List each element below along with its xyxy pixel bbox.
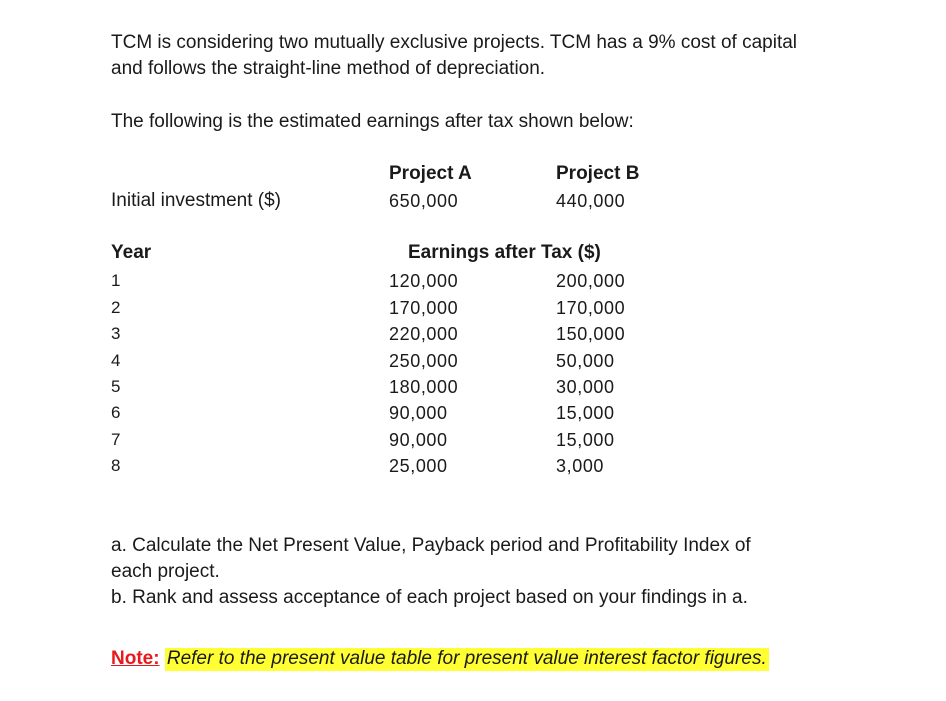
- question-b: b. Rank and assess acceptance of each project based on your findings in a.: [111, 587, 748, 608]
- year-cell: 8: [111, 456, 121, 475]
- initial-investment-a: 650,000: [389, 191, 459, 211]
- header-project-b: Project B: [556, 163, 640, 184]
- earnings-a-cell: 90,000: [389, 430, 448, 450]
- note-highlighted-text: Refer to the present value table for present value interest factor figures.: [166, 648, 767, 669]
- earnings-a-cell: 170,000: [389, 298, 459, 318]
- intro-line-1: TCM is considering two mutually exclusive projects. TCM has a 9% cost of capital: [111, 32, 798, 53]
- question-a-line-2: each project.: [111, 561, 220, 582]
- earnings-header: Earnings after Tax ($): [408, 242, 601, 263]
- header-project-a: Project A: [389, 163, 472, 184]
- earnings-b-cell: 170,000: [556, 298, 626, 318]
- earnings-b-cell: 30,000: [556, 377, 615, 397]
- earnings-b-cell: 3,000: [556, 456, 605, 476]
- earnings-a-cell: 250,000: [389, 351, 459, 371]
- question-a-line-1: a. Calculate the Net Present Value, Payback period and Profitability Index of: [111, 535, 751, 556]
- earnings-b-cell: 15,000: [556, 403, 615, 423]
- year-cell: 6: [111, 403, 121, 422]
- year-cell: 5: [111, 377, 121, 396]
- year-header: Year: [111, 242, 152, 263]
- initial-investment-b: 440,000: [556, 191, 626, 211]
- earnings-b-cell: 200,000: [556, 271, 626, 291]
- note-label: Note:: [111, 648, 160, 669]
- year-cell: 4: [111, 351, 121, 370]
- earnings-b-cell: 50,000: [556, 351, 615, 371]
- year-cell: 2: [111, 298, 121, 317]
- earnings-a-cell: 120,000: [389, 271, 459, 291]
- year-cell: 3: [111, 324, 121, 343]
- earnings-a-cell: 180,000: [389, 377, 459, 397]
- earnings-a-cell: 220,000: [389, 324, 459, 344]
- note-line: [111, 645, 769, 673]
- earnings-b-cell: 150,000: [556, 324, 626, 344]
- earnings-a-cell: 90,000: [389, 403, 448, 423]
- initial-investment-label: Initial investment ($): [111, 190, 282, 211]
- year-cell: 1: [111, 271, 121, 290]
- earnings-b-cell: 15,000: [556, 430, 615, 450]
- intro-line-3: The following is the estimated earnings after tax shown below:: [111, 111, 634, 132]
- earnings-a-cell: 25,000: [389, 456, 448, 476]
- year-cell: 7: [111, 430, 121, 449]
- intro-line-2: and follows the straight-line method of depreciation.: [111, 58, 546, 79]
